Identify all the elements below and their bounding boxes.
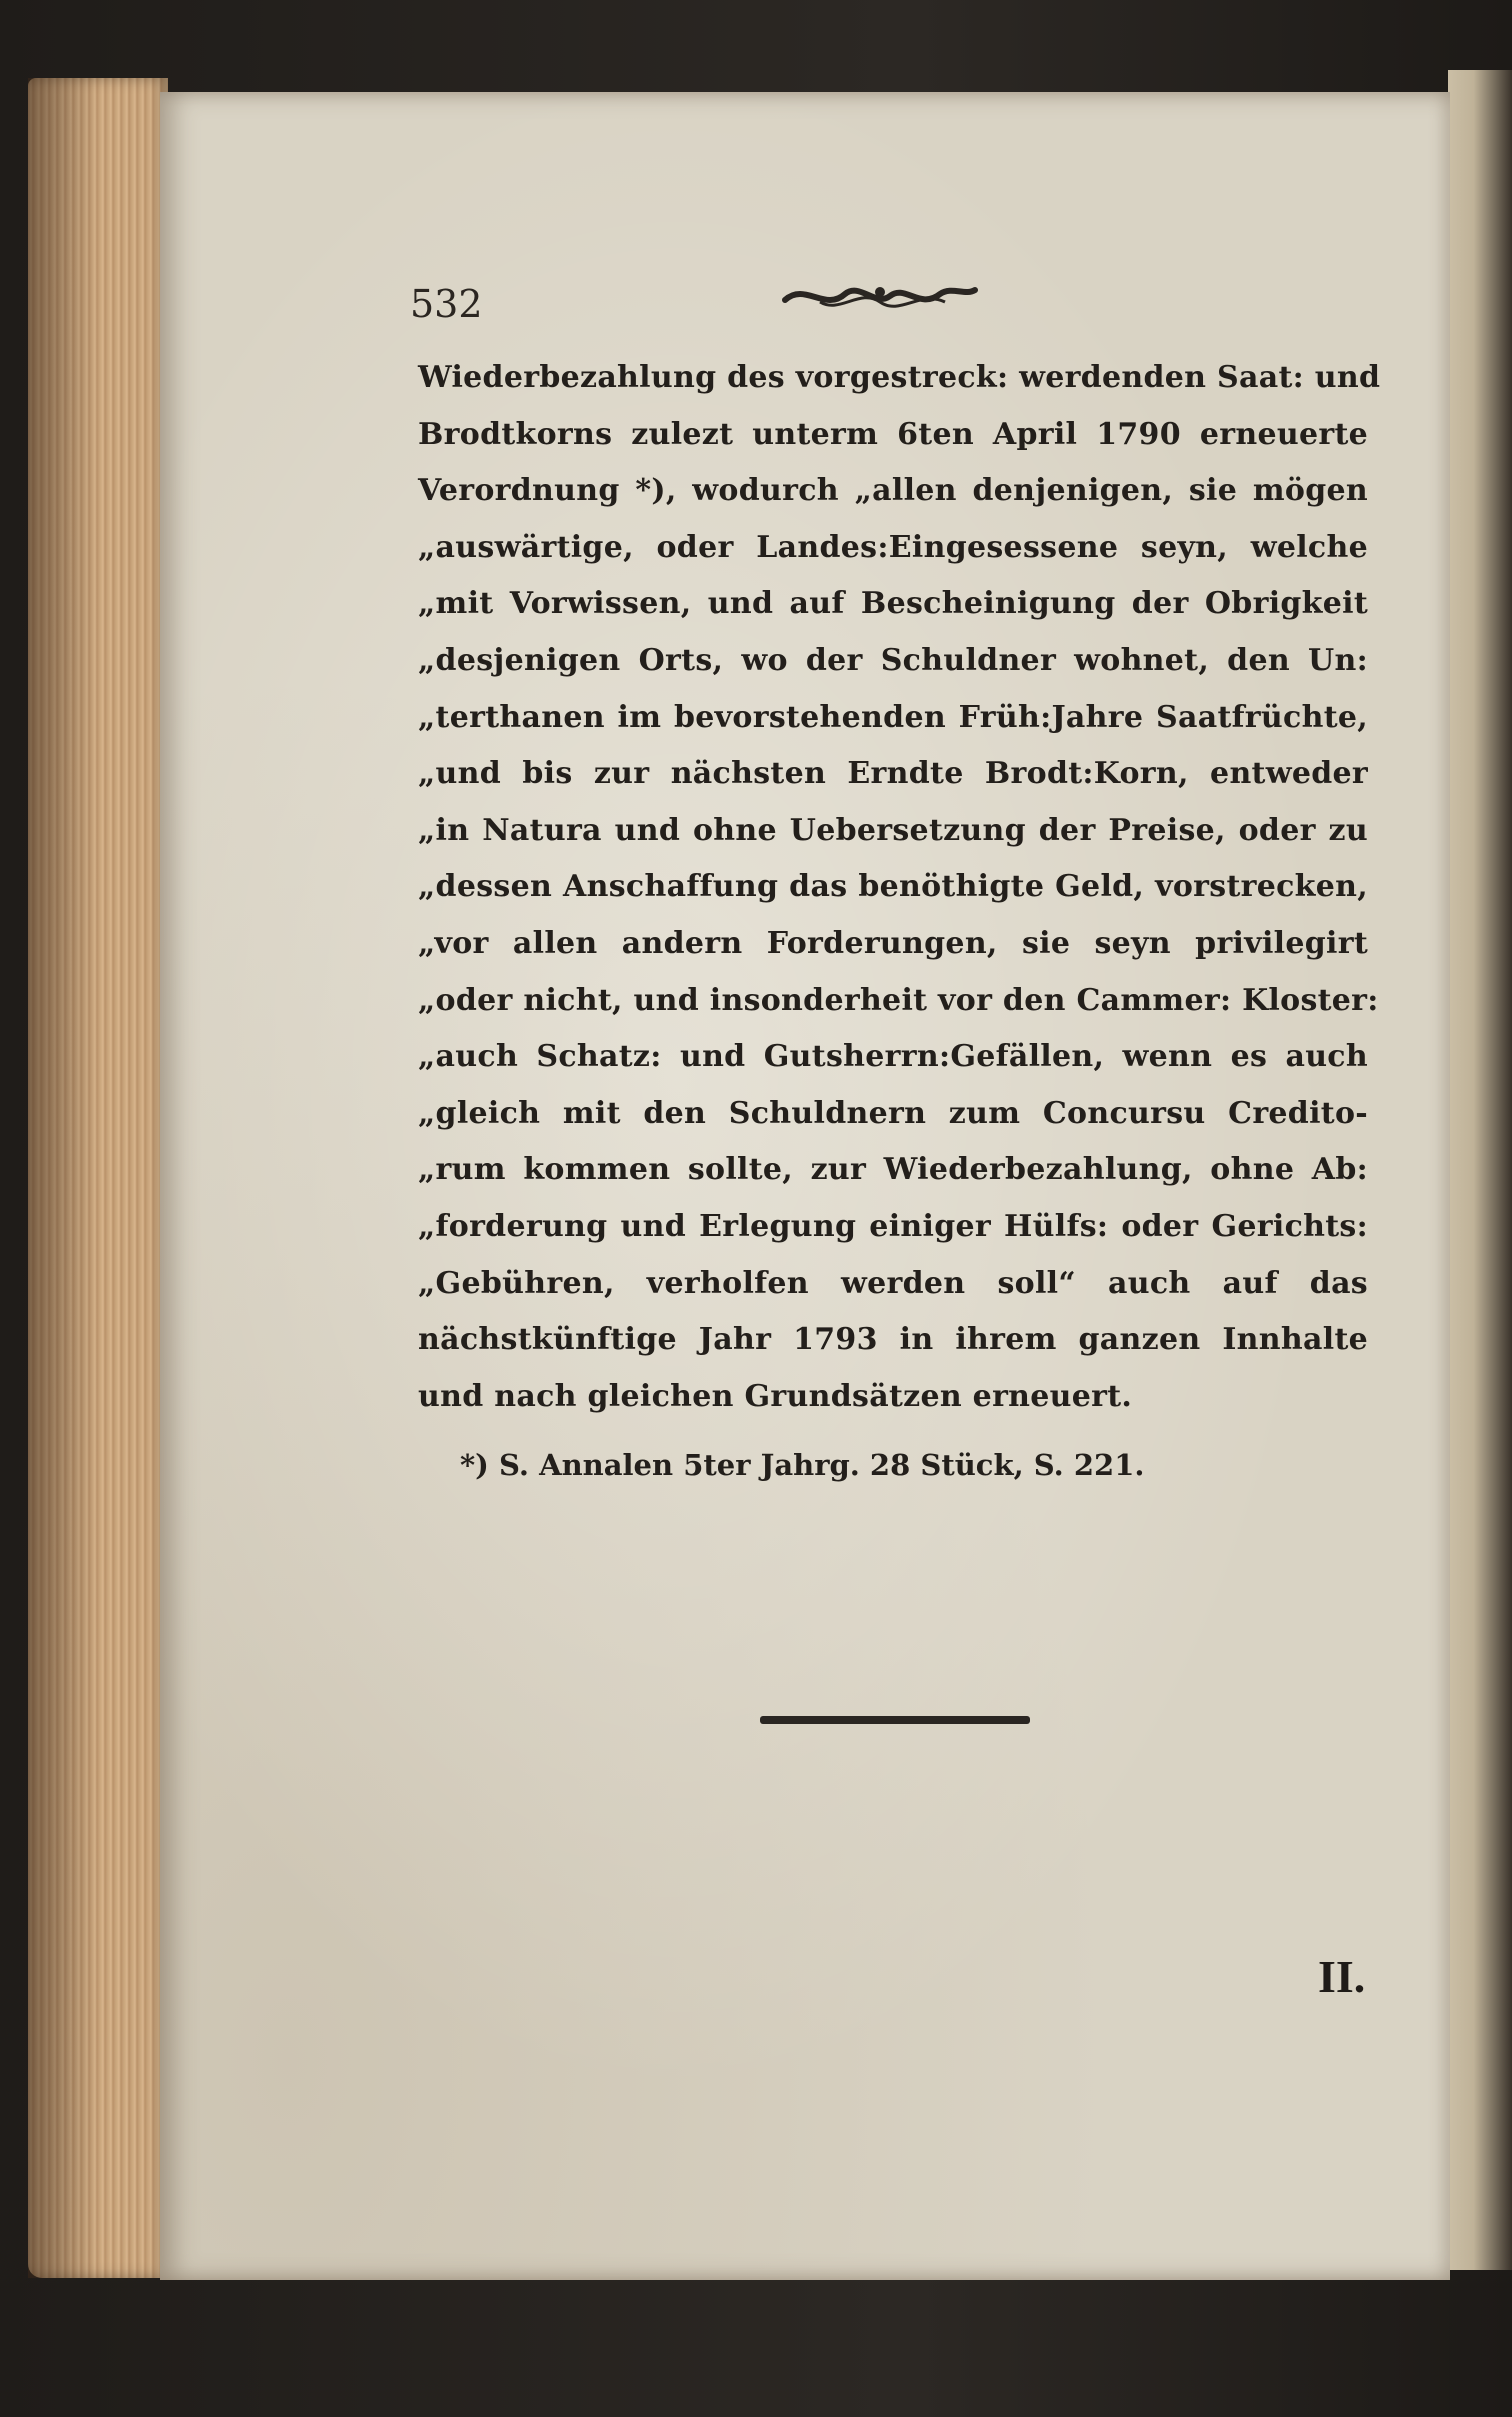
text-line: Verordnung *), wodurch „allen denjenigen, sie mögen: [418, 473, 1368, 509]
text-line: „mit Vorwissen, und auf Bescheinigung der Obrigkeit: [418, 586, 1368, 622]
page-number: 532: [410, 282, 483, 326]
text-line: und nach gleichen Grundsätzen erneuert.: [418, 1378, 1133, 1414]
header-ornament-icon: [780, 272, 980, 322]
footnote: *) S. Annalen 5ter Jahrg. 28 Stück, S. 221.: [460, 1448, 1145, 1482]
text-line: „dessen Anschaffung das benöthigte Geld, vorstrecken,: [418, 869, 1368, 905]
text-line: „desjenigen Orts, wo der Schuldner wohnet, den Un:: [418, 642, 1368, 678]
right-page-edges: [1448, 70, 1512, 2270]
text-line: „auswärtige, oder Landes:Eingesessene seyn, welche: [418, 529, 1368, 565]
text-line: Brodtkorns zulezt unterm 6ten April 1790 erneuerte: [418, 416, 1368, 452]
left-page-edges: [28, 78, 168, 2278]
text-line: „terthanen im bevorstehenden Früh:Jahre Saatfrüchte,: [418, 699, 1368, 735]
catchword: II.: [1318, 1951, 1366, 2002]
text-line: „oder nicht, und insonderheit vor den Cammer: Kloster:: [418, 982, 1379, 1018]
text-line: „gleich mit den Schuldnern zum Concursu Credito-: [418, 1095, 1368, 1131]
text-line: „vor allen andern Forderungen, sie seyn privilegirt: [418, 925, 1368, 961]
text-line: „forderung und Erlegung einiger Hülfs: oder Gerichts:: [418, 1208, 1368, 1244]
text-line: „Gebühren, verholfen werden soll“ auch auf das: [418, 1265, 1368, 1301]
text-line: Wiederbezahlung des vorgestreck: werdenden Saat: und: [418, 360, 1381, 395]
text-line: „in Natura und ohne Uebersetzung der Preise, oder zu: [418, 812, 1368, 848]
section-divider: [760, 1716, 1030, 1724]
text-line: „und bis zur nächsten Erndte Brodt:Korn, entweder: [418, 756, 1368, 792]
text-line: „rum kommen sollte, zur Wiederbezahlung, ohne Ab:: [418, 1152, 1368, 1188]
text-line: nächstkünftige Jahr 1793 in ihrem ganzen Innhalte: [418, 1322, 1368, 1358]
text-line: „auch Schatz: und Gutsherrn:Gefällen, wenn es auch: [418, 1039, 1368, 1075]
body-text: [418, 350, 1381, 1425]
